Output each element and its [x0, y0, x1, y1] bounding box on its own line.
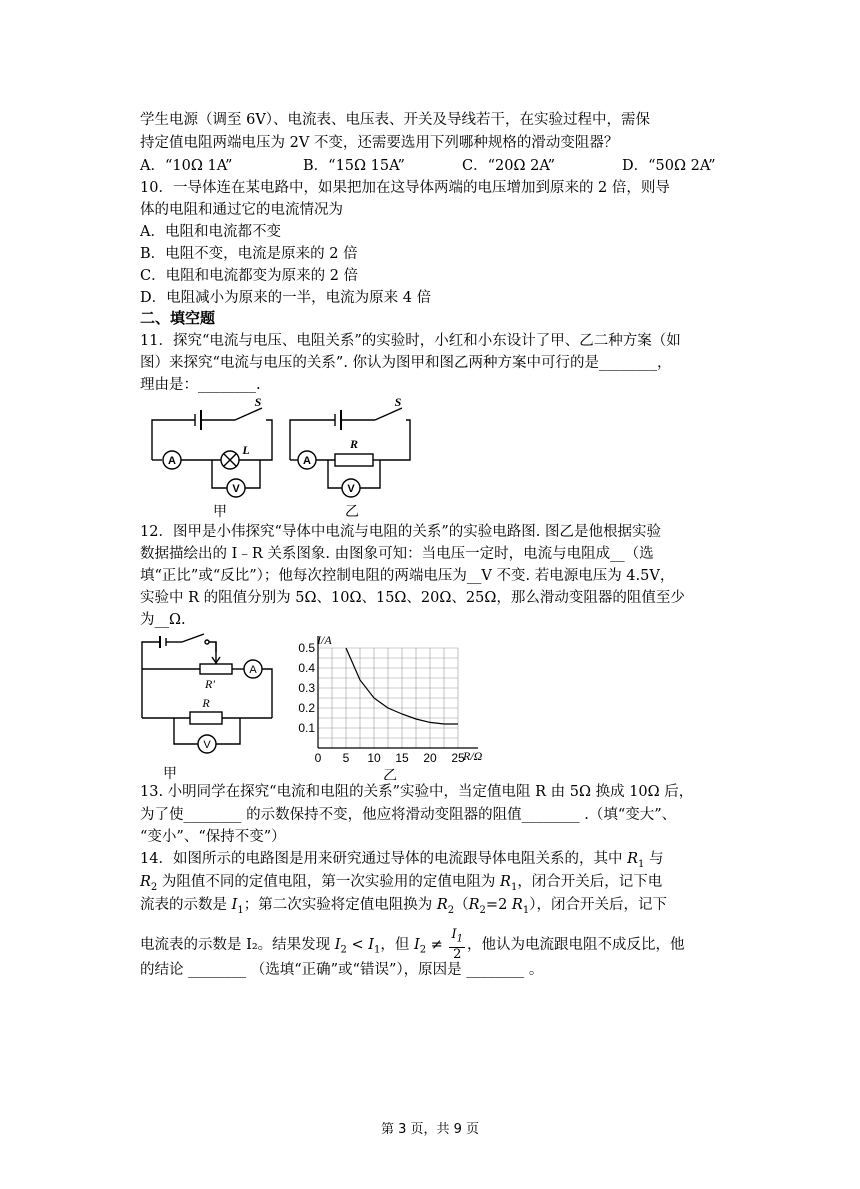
- section-heading: 二、填空题: [140, 309, 216, 327]
- resistor-label: R: [349, 437, 359, 451]
- y-tick-label: 0.5: [298, 641, 315, 655]
- rheostat-label: R': [205, 677, 215, 691]
- x-tick-label: 10: [367, 751, 381, 765]
- y-tick-label: 0.1: [298, 721, 315, 735]
- switch-label: S: [254, 395, 262, 409]
- q12-line4: 实验中 R 的阻值分别为 5Ω、10Ω、15Ω、20Ω、25Ω，那么滑动变阻器的阻值至少: [140, 590, 685, 606]
- y-tick-label: 0.3: [298, 681, 315, 695]
- x-tick-label: 0: [314, 751, 322, 765]
- x-tick-label: 20: [423, 751, 437, 765]
- q10-option-d: D．电阻减小为原来的一半，电流为原来 4 倍: [140, 290, 432, 306]
- q13-line1: 13. 小明同学在探究“电流和电阻的关系”实验中，当定值电阻 R 由 5Ω 换成 10Ω 后，: [140, 784, 694, 800]
- q9-line1: 学生电源（调至 6V）、电流表、电压表、开关及导线若干，在实验过程中，需保: [140, 112, 651, 128]
- y-tick-label: 0.4: [298, 661, 315, 675]
- ammeter-label: A: [249, 664, 257, 676]
- q9-option-d: D．“50Ω 2A”: [622, 158, 716, 174]
- q12-line5: 为__Ω.: [140, 612, 186, 628]
- figure-yi-label: 乙: [383, 768, 397, 780]
- q13-line2: 为了使________ 的示数保持不变，他应将滑动变阻器的阻值________ .（填“变大”、: [140, 807, 677, 823]
- q9-option-c: C．“20Ω 2A”: [462, 158, 556, 174]
- y-axis-label: I/A: [317, 633, 332, 647]
- figure-jia-label: 甲: [213, 504, 227, 520]
- q9-option-a: A．“10Ω 1A”: [140, 158, 233, 174]
- q9-line2: 持定值电阻两端电压为 2V 不变，还需要选用下列哪种规格的滑动变阻器？: [140, 135, 619, 151]
- voltmeter-label: V: [232, 483, 240, 495]
- q12-line1: 12．图甲是小伟探究“导体中电流与电阻的关系”的实验电路图. 图乙是他根据实验: [140, 524, 661, 540]
- x-axis-label: R/Ω: [463, 749, 483, 763]
- q12-line3: 填“正比”或“反比”）；他每次控制电阻的两端电压为__V 不变. 若电源电压为 4.5V，: [140, 568, 675, 584]
- x-tick-label: 5: [342, 751, 350, 765]
- x-tick-label: 25: [451, 751, 465, 765]
- ammeter-label: A: [303, 455, 311, 467]
- x-tick-label: 15: [395, 751, 409, 765]
- ammeter-label: A: [168, 455, 176, 467]
- q11-line2: 图）来探究“电流与电压的关系”. 你认为图甲和图乙两种方案中可行的是________，: [140, 355, 672, 371]
- figure-jia-label: 甲: [163, 766, 177, 780]
- q11-circuit-figures: [140, 390, 420, 520]
- q14-line2: $R_2$ 为阻值不同的定值电阻，第一次实验用的定值电阻为 $R_1$，闭合开关后，记下电: [140, 874, 663, 893]
- q10-option-b: B．电阻不变，电流是原来的 2 倍: [140, 246, 358, 262]
- q10-line1: 10．一导体连在某电路中，如果把加在这导体两端的电压增加到原来的 2 倍，则导: [140, 180, 670, 196]
- page-footer: 第 3 页，共 9 页: [380, 1122, 480, 1137]
- voltmeter-label: V: [347, 483, 355, 495]
- q14-line3: 流表的示数是 $I_1$；第二次实验将定值电阻换为 $R_2(R_2=2$ $R_1$），闭合开关后，记下: [140, 897, 667, 916]
- q14-line1: 14．如图所示的电路图是用来研究通过导体的电流跟导体电阻关系的，其中 $R_1$ 与: [140, 851, 664, 870]
- q10-line2: 体的电阻和通过它的电流情况为: [140, 202, 343, 218]
- q14-line4: 电流表的示数是 I₂。结果发现 $I_2 < I_1$，但 $I_2$ ≠ $\frac{I_1}{2}$ ，他认为电流跟电阻不成反比，他: [140, 927, 685, 962]
- lamp-label: L: [242, 443, 250, 457]
- figure-yi-label: 乙: [345, 504, 359, 520]
- resistor-label: R: [202, 696, 210, 710]
- ir-chart: [290, 630, 490, 780]
- q12-circuit-figure: [140, 630, 285, 780]
- switch-label: S: [394, 395, 402, 409]
- q12-graph-figure: [290, 630, 490, 780]
- q9-option-b: B．“15Ω 15A”: [303, 158, 405, 174]
- q14-line5: 的结论 ________ （选填“正确”或“错误”），原因是 ________ 。: [140, 962, 544, 978]
- voltmeter-label: V: [203, 739, 211, 751]
- q13-line3: “变小”、“保持不变”）: [140, 829, 286, 845]
- q12-line2: 数据描绘出的 I﹣R 关系图象. 由图象可知：当电压一定时，电流与电阻成__（选: [140, 546, 654, 562]
- q11-line3: 理由是：________.: [140, 377, 261, 393]
- y-tick-label: 0.2: [298, 701, 315, 715]
- q12-circuit-svg: [140, 630, 285, 780]
- q10-option-a: A．电阻和电流都不变: [140, 224, 281, 240]
- q11-circuit-svg: [140, 390, 420, 520]
- q11-line1: 11．探究“电流与电压、电阻关系”的实验时，小红和小东设计了甲、乙二种方案（如: [140, 333, 681, 349]
- q10-option-c: C．电阻和电流都变为原来的 2 倍: [140, 268, 359, 284]
